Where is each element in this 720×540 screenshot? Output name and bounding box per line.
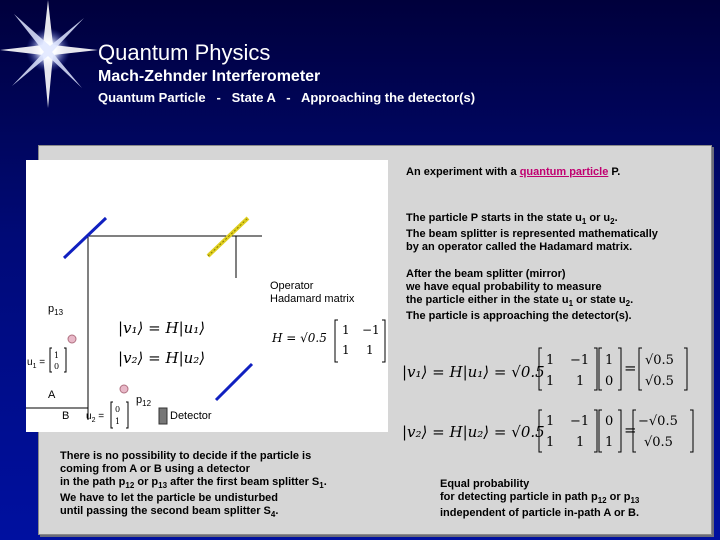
- svg-text:=: =: [624, 421, 637, 439]
- slide-subline: Quantum Particle - State A - Approaching the detector(s): [98, 90, 476, 105]
- svg-text:1: 1: [54, 351, 60, 360]
- svg-text:1: 1: [342, 323, 350, 337]
- label-p12: $p_{12}$: [136, 394, 152, 409]
- svg-text:√0.5: √0.5: [645, 374, 674, 389]
- svg-text:1: 1: [576, 435, 585, 450]
- svg-text:|v₂⟩ = H|u₂⟩ = √0.5: |v₂⟩ = H|u₂⟩ = √0.5: [402, 423, 545, 441]
- paragraph-beam-splitter: After the beam splitter (mirror) we have equal probability to measure the particle either in the state $u_1$ or state $u_2$. The particle is approaching the detector(s).: [406, 268, 634, 323]
- label-detector: Detector: [170, 410, 212, 422]
- particle-p13: [68, 335, 76, 343]
- svg-text:1: 1: [546, 353, 555, 368]
- quantum-particle-link[interactable]: quantum particle: [519, 166, 609, 178]
- svg-text:0: 0: [115, 405, 121, 414]
- svg-text:0: 0: [605, 414, 614, 429]
- state-equations: [118, 319, 205, 367]
- svg-text:1: 1: [366, 343, 374, 357]
- label-p13: $p_{13}$: [48, 303, 64, 318]
- label-u1: $u_1$ =: [27, 357, 46, 370]
- svg-text:−1: −1: [362, 323, 380, 337]
- mirror-bottom-right: [216, 364, 252, 400]
- hadamard-equations: [400, 340, 700, 460]
- paragraph-start-state: The particle P starts in the state $u_1$ or $u_2$. The beam splitter is represented mathematically by an operator called the Hadamard matrix.: [406, 212, 658, 254]
- svg-text:√0.5: √0.5: [645, 353, 674, 368]
- svg-text:|v₁⟩ = H|u₁⟩ = √0.5: |v₁⟩ = H|u₁⟩ = √0.5: [402, 363, 545, 381]
- svg-text:0: 0: [54, 362, 60, 371]
- equation-2: [402, 410, 693, 452]
- vector-u1: [50, 348, 66, 372]
- svg-text:1: 1: [342, 343, 350, 357]
- equation-v2: |v₂⟩ = H|u₂⟩: [118, 349, 206, 367]
- svg-text:√0.5: √0.5: [644, 435, 673, 450]
- intro-text: An experiment with a quantum particle P.: [406, 166, 621, 178]
- svg-text:1: 1: [115, 417, 121, 426]
- slide-title: Quantum Physics: [98, 40, 271, 65]
- svg-text:−1: −1: [570, 414, 590, 429]
- bottom-left-text: There is no possibility to decide if the particle is coming from A or B using a detector in the path $p_{12}$ or $p_{13}$ after the first beam splitter $S_1$. We have to let the particle be undisturbed until passing the second beam splitter $S_4$.: [60, 450, 327, 520]
- equation-1: [402, 340, 700, 390]
- mirror-top-left: [64, 218, 106, 258]
- svg-text:1: 1: [546, 414, 555, 429]
- svg-text:1: 1: [546, 435, 555, 450]
- operator-label: Operator Hadamard matrix: [270, 280, 355, 305]
- equation-v1: |v₁⟩ = H|u₁⟩: [118, 319, 206, 337]
- slide-subtitle: Mach-Zehnder Interferometer: [98, 68, 321, 85]
- svg-text:1: 1: [605, 435, 614, 450]
- starburst-icon: [0, 0, 100, 110]
- svg-text:−1: −1: [570, 353, 590, 368]
- hadamard-prefix: H = √0.5: [272, 331, 327, 345]
- label-u2: $u_2$ =: [86, 411, 105, 424]
- svg-text:−√0.5: −√0.5: [638, 414, 678, 429]
- svg-text:1: 1: [605, 353, 614, 368]
- detector-icon: [159, 408, 167, 424]
- bottom-right-text: Equal probability for detecting particle in path $p_{12}$ or $p_{13}$ independent of particle in-path A or B.: [440, 478, 640, 520]
- svg-text:1: 1: [546, 374, 555, 389]
- label-a: A: [48, 389, 56, 401]
- svg-text:=: =: [624, 359, 637, 377]
- vector-u2: [111, 402, 128, 428]
- particle-p12: [120, 385, 128, 393]
- svg-text:1: 1: [576, 374, 585, 389]
- label-b: B: [62, 410, 70, 422]
- svg-text:0: 0: [605, 374, 614, 389]
- hadamard-matrix: [335, 320, 385, 362]
